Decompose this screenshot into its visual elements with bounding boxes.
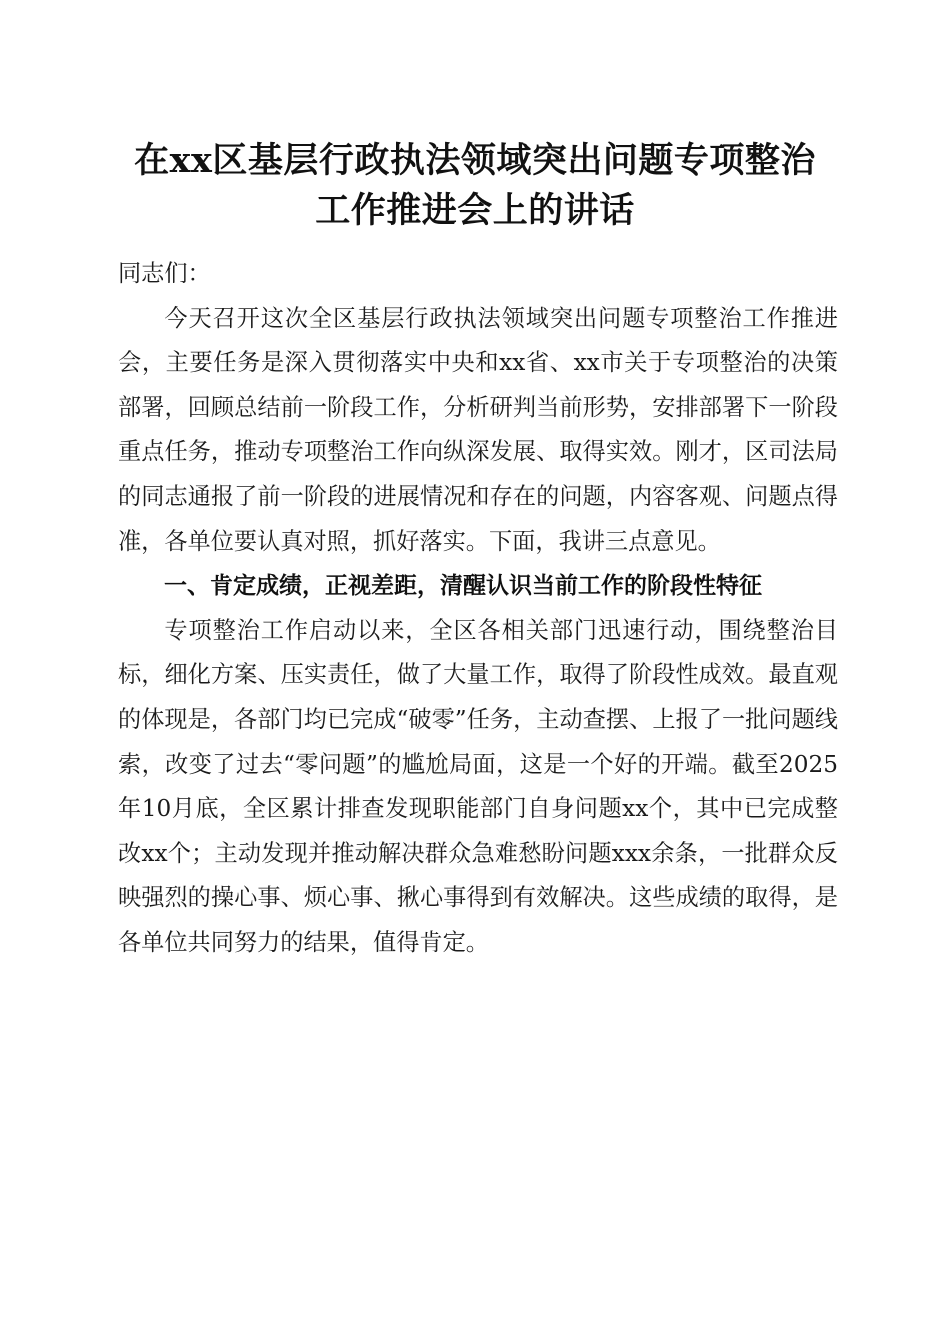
title-line-2: 工作推进会上的讲话: [315, 190, 635, 231]
salutation: 同志们：: [118, 260, 211, 287]
document-title: [100, 136, 850, 236]
section-heading-1: 一、肯定成绩，正视差距，清醒认识当前工作的阶段性特征: [164, 573, 762, 600]
title-line-1: 在xx区基层行政执法领域突出问题专项整治: [134, 140, 816, 181]
paragraph-intro: 今天召开这次全区基层行政执法领域突出问题专项整治工作推进会，主要任务是深入贯彻落实中央和xx省、xx市关于专项整治的决策部署，回顾总结前一阶段工作，分析研判当前形势，安排部署下一阶段重点任务，推动专项整治工作向纵深发展、取得实效。刚才，区司法局的同志通报了前一阶段的进展情况和存在的问题，内容客观、问题点得准，各单位要认真对照，抓好落实。下面，我讲三点意见。: [118, 304, 838, 555]
document-body: [118, 252, 838, 966]
paragraph-achievements: 专项整治工作启动以来，全区各相关部门迅速行动，围绕整治目标，细化方案、压实责任，做了大量工作，取得了阶段性成效。最直观的体现是，各部门均已完成“破零”任务，主动查摆、上报了一批问题线索，改变了过去“零问题”的尴尬局面，这是一个好的开端。截至2025年10月底，全区累计排查发现职能部门自身问题xx个，其中已完成整改xx个；主动发现并推动解决群众急难愁盼问题xxx余条，一批群众反映强烈的操心事、烦心事、揪心事得到有效解决。这些成绩的取得，是各单位共同努力的结果，值得肯定。: [118, 616, 838, 956]
